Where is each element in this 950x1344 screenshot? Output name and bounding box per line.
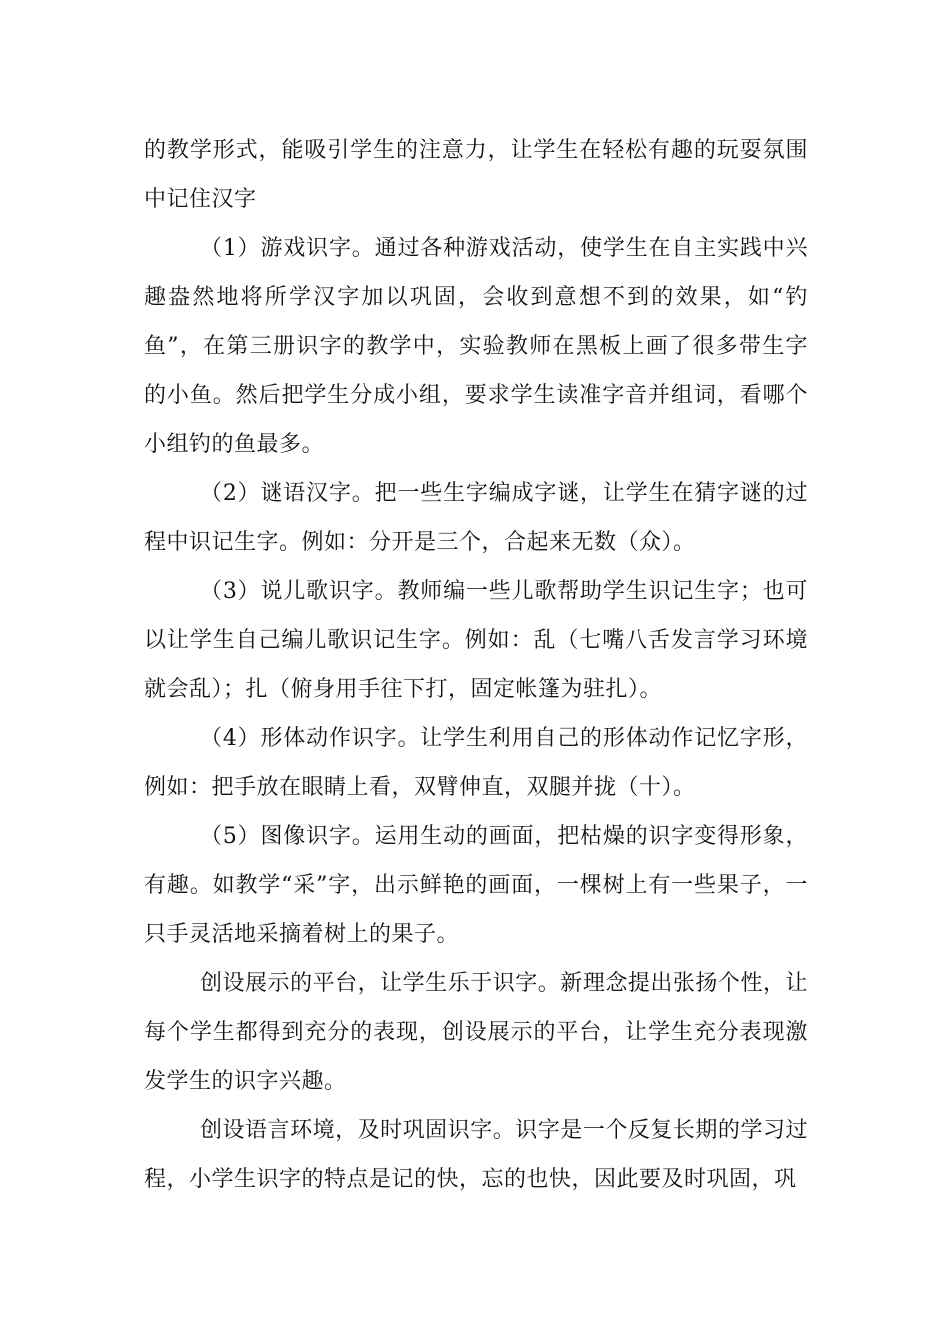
paragraph-7: 创设展示的平台，让学生乐于识字。新理念提出张扬个性，让每个学生都得到充分的表现，创设展示的平台，让学生充分表现激发学生的识字兴趣。 (144, 971, 808, 1094)
paragraph-2: （1）游戏识字。通过各种游戏活动，使学生在自主实践中兴趣盎然地将所学汉字加以巩固，会收到意想不到的效果，如“钓鱼”，在第三册识字的教学中，实验教师在黑板上画了很多带生字的小鱼。然后把学生分成小组，要求学生读准字音并组词，看哪个小组钓的鱼最多。 (144, 236, 808, 457)
paragraph-1: 的教学形式，能吸引学生的注意力，让学生在轻松有趣的玩耍氛围中记住汉字 (144, 138, 808, 212)
paragraph-3: （2）谜语汉字。把一些生字编成字谜，让学生在猜字谜的过程中识记生字。例如：分开是三个，合起来无数（众）。 (144, 481, 808, 555)
paragraph-8: 创设语言环境，及时巩固识字。识字是一个反复长期的学习过程，小学生识字的特点是记的快，忘的也快，因此要及时巩固，巩 (144, 1118, 808, 1192)
paragraph-6: （5）图像识字。运用生动的画面，把枯燥的识字变得形象，有趣。如教学“采”字，出示鲜艳的画面，一棵树上有一些果子，一只手灵活地采摘着树上的果子。 (144, 824, 808, 947)
paragraph-5: （4）形体动作识字。让学生利用自己的形体动作记忆字形，例如：把手放在眼睛上看，双臂伸直，双腿并拢（十）。 (144, 726, 808, 800)
document-body (144, 126, 808, 1204)
paragraph-4: （3）说儿歌识字。教师编一些儿歌帮助学生识记生字；也可以让学生自己编儿歌识记生字。例如：乱（七嘴八舌发言学习环境就会乱）；扎（俯身用手往下打，固定帐篷为驻扎）。 (144, 579, 808, 702)
